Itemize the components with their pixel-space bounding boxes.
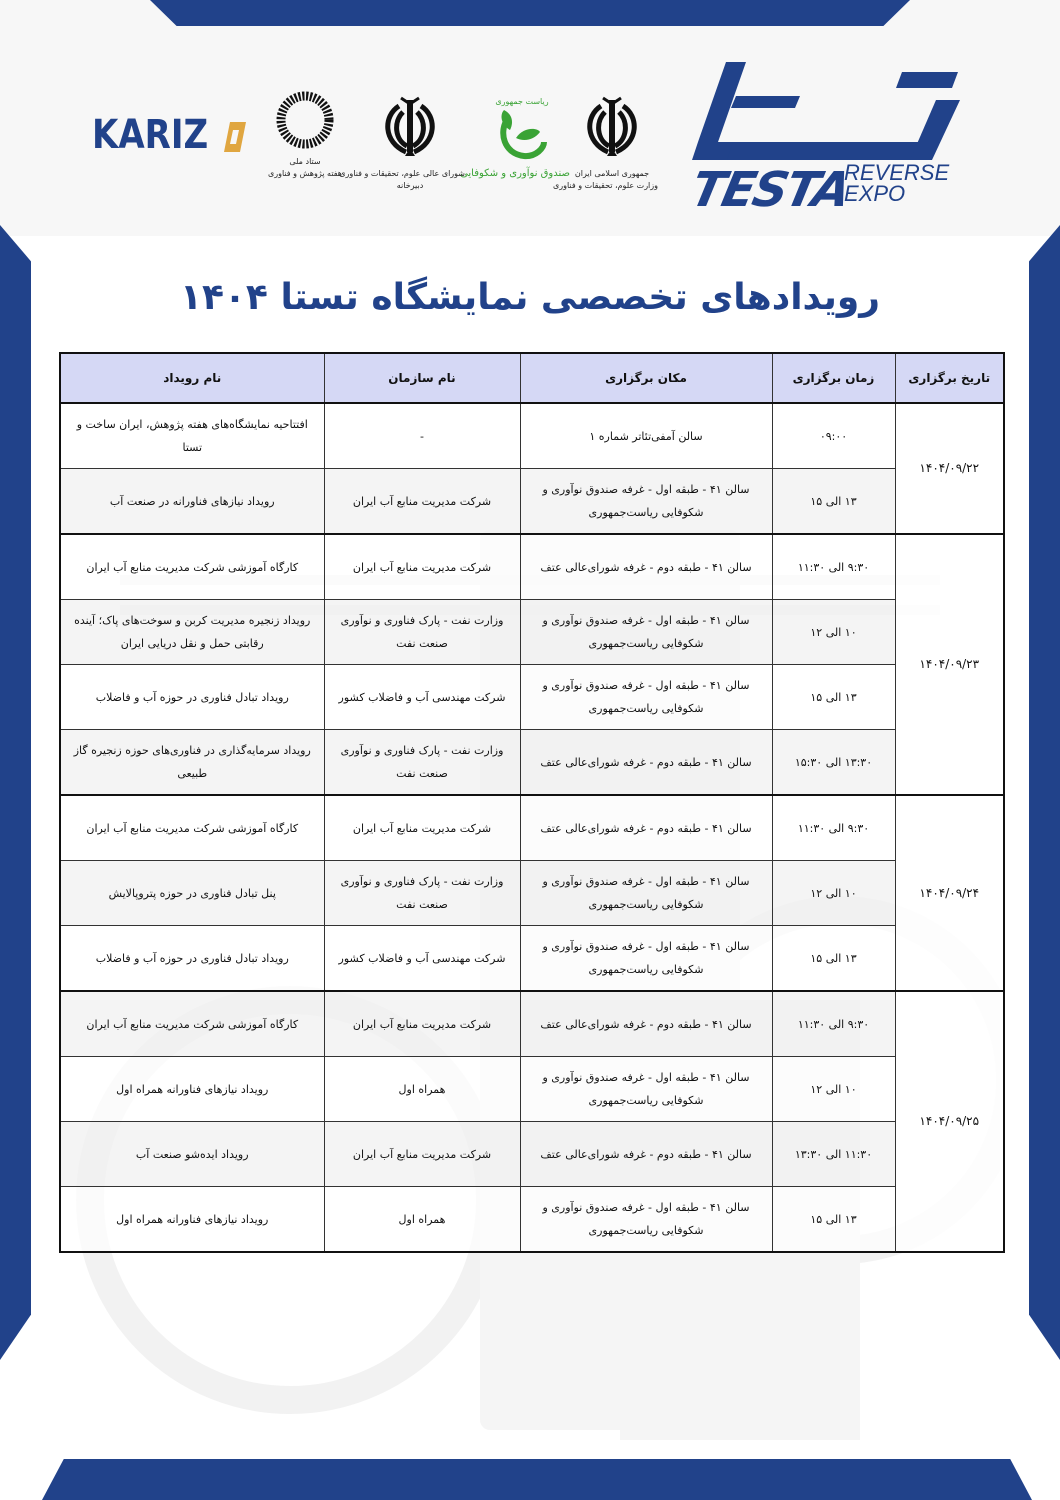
leaf-icon bbox=[494, 108, 550, 164]
org-cell: شرکت مدیریت منابع آب ایران bbox=[324, 795, 520, 861]
research-week-logo bbox=[262, 88, 348, 180]
event-cell: افتتاحیه نمایشگاه‌های هفته پژوهش، ایران ساخت و تستا bbox=[60, 403, 324, 469]
testa-subtitle bbox=[844, 162, 949, 204]
table-row bbox=[60, 665, 1004, 730]
org-cell: شرکت مدیریت منابع آب ایران bbox=[324, 991, 520, 1057]
table-row bbox=[60, 795, 1004, 861]
event-cell: کارگاه آموزشی شرکت مدیریت منابع آب ایران bbox=[60, 991, 324, 1057]
right-decor-bar bbox=[1029, 225, 1060, 1360]
place-cell: سالن ۴۱ - طبقه اول - غرفه صندوق نوآوری و شکوفایی ریاست‌جمهوری bbox=[520, 665, 772, 730]
table-row bbox=[60, 403, 1004, 469]
event-cell: رویداد نیازهای فناورانه همراه اول bbox=[60, 1057, 324, 1122]
iran-emblem-icon bbox=[581, 92, 643, 164]
event-cell: رویداد ایده‌شو صنعت آب bbox=[60, 1122, 324, 1187]
testa-mark-icon bbox=[688, 62, 963, 162]
table-row bbox=[60, 991, 1004, 1057]
table-row bbox=[60, 534, 1004, 600]
time-cell: ۱۳:۳۰ الی ۱۵:۳۰ bbox=[772, 730, 895, 796]
time-cell: ۱۳ الی ۱۵ bbox=[772, 926, 895, 992]
org-cell: شرکت مهندسی آب و فاضلاب کشور bbox=[324, 665, 520, 730]
column-header-time: زمان برگزاری bbox=[772, 353, 895, 403]
place-cell: سالن ۴۱ - طبقه دوم - غرفه شورای‌عالی عتف bbox=[520, 991, 772, 1057]
time-cell: ۱۰ الی ۱۲ bbox=[772, 861, 895, 926]
time-cell: ۱۳ الی ۱۵ bbox=[772, 665, 895, 730]
place-cell: سالن ۴۱ - طبقه دوم - غرفه شورای‌عالی عتف bbox=[520, 795, 772, 861]
place-cell: سالن آمفی‌تئاتر شماره ۱ bbox=[520, 403, 772, 469]
event-cell: کارگاه آموزشی شرکت مدیریت منابع آب ایران bbox=[60, 795, 324, 861]
date-cell: ۱۴۰۴/۰۹/۲۴ bbox=[895, 795, 1004, 991]
place-cell: سالن ۴۱ - طبقه دوم - غرفه شورای‌عالی عتف bbox=[520, 1122, 772, 1187]
time-cell: ۱۳ الی ۱۵ bbox=[772, 469, 895, 535]
time-cell: ۱۳ الی ۱۵ bbox=[772, 1187, 895, 1253]
column-header-org: نام سازمان bbox=[324, 353, 520, 403]
date-cell: ۱۴۰۴/۰۹/۲۲ bbox=[895, 403, 1004, 534]
place-cell: سالن ۴۱ - طبقه اول - غرفه صندوق نوآوری و شکوفایی ریاست‌جمهوری bbox=[520, 469, 772, 535]
time-cell: ۱۱:۳۰ الی ۱۳:۳۰ bbox=[772, 1122, 895, 1187]
table-row bbox=[60, 1122, 1004, 1187]
org-cell: - bbox=[324, 403, 520, 469]
table-row bbox=[60, 730, 1004, 796]
karizo-wordmark: KARIZ bbox=[92, 112, 209, 158]
column-header-event: نام رویداد bbox=[60, 353, 324, 403]
table-row bbox=[60, 1057, 1004, 1122]
research-week-caption-1: ستاد ملی bbox=[289, 157, 321, 166]
top-decor-bar bbox=[150, 0, 910, 26]
org-cell: همراه اول bbox=[324, 1187, 520, 1253]
testa-subtitle-line1: REVERSE bbox=[844, 160, 950, 185]
table-row bbox=[60, 469, 1004, 535]
event-cell: رویداد زنجیره مدیریت کربن و سوخت‌های پاک؛ آینده رقابتی حمل و نقل دریایی ایران bbox=[60, 600, 324, 665]
table-row bbox=[60, 1187, 1004, 1253]
table-row bbox=[60, 861, 1004, 926]
place-cell: سالن ۴۱ - طبقه اول - غرفه صندوق نوآوری و شکوفایی ریاست‌جمهوری bbox=[520, 600, 772, 665]
swirl-ring-icon bbox=[273, 88, 337, 152]
testa-subtitle-line2: EXPO bbox=[844, 181, 906, 206]
time-cell: ۹:۳۰ الی ۱۱:۳۰ bbox=[772, 534, 895, 600]
karizo-accent-icon bbox=[222, 120, 248, 154]
event-cell: رویداد تبادل فناوری در حوزه آب و فاضلاب bbox=[60, 926, 324, 992]
events-table bbox=[59, 352, 1005, 1253]
research-week-caption-2: هفته پژوهش و فناوری bbox=[267, 169, 343, 178]
table-row bbox=[60, 926, 1004, 992]
ministry-caption-1: جمهوری اسلامی ایران bbox=[574, 169, 650, 178]
innovation-fund-caption-top: ریاست جمهوری bbox=[495, 97, 549, 106]
time-cell: ۰۹:۰۰ bbox=[772, 403, 895, 469]
testa-wordmark: TESTA bbox=[686, 162, 855, 218]
table-header-row bbox=[60, 353, 1004, 403]
org-cell: شرکت مدیریت منابع آب ایران bbox=[324, 534, 520, 600]
org-cell: وزارت نفت - پارک فناوری و نوآوری صنعت نفت bbox=[324, 600, 520, 665]
org-cell: همراه اول bbox=[324, 1057, 520, 1122]
time-cell: ۹:۳۰ الی ۱۱:۳۰ bbox=[772, 795, 895, 861]
org-cell: شرکت مهندسی آب و فاضلاب کشور bbox=[324, 926, 520, 992]
event-cell: کارگاه آموزشی شرکت مدیریت منابع آب ایران bbox=[60, 534, 324, 600]
place-cell: سالن ۴۱ - طبقه اول - غرفه صندوق نوآوری و شکوفایی ریاست‌جمهوری bbox=[520, 926, 772, 992]
bottom-decor-bar bbox=[42, 1459, 1032, 1500]
page-title: رویدادهای تخصصی نمایشگاه تستا ۱۴۰۴ bbox=[180, 277, 880, 318]
event-cell: رویداد نیازهای فناورانه در صنعت آب bbox=[60, 469, 324, 535]
left-decor-bar bbox=[0, 225, 31, 1360]
event-cell: پنل تبادل فناوری در حوزه پتروپالایش bbox=[60, 861, 324, 926]
event-cell: رویداد نیازهای فناورانه همراه اول bbox=[60, 1187, 324, 1253]
supreme-council-caption-2: دبیرخانه bbox=[396, 181, 424, 190]
place-cell: سالن ۴۱ - طبقه اول - غرفه صندوق نوآوری و شکوفایی ریاست‌جمهوری bbox=[520, 1187, 772, 1253]
time-cell: ۱۰ الی ۱۲ bbox=[772, 600, 895, 665]
time-cell: ۱۰ الی ۱۲ bbox=[772, 1057, 895, 1122]
place-cell: سالن ۴۱ - طبقه دوم - غرفه شورای‌عالی عتف bbox=[520, 534, 772, 600]
testa-logo bbox=[686, 62, 963, 218]
time-cell: ۹:۳۰ الی ۱۱:۳۰ bbox=[772, 991, 895, 1057]
org-cell: شرکت مدیریت منابع آب ایران bbox=[324, 469, 520, 535]
event-cell: رویداد سرمایه‌گذاری در فناوری‌های حوزه زنجیره گاز طبیعی bbox=[60, 730, 324, 796]
innovation-fund-caption: صندوق نوآوری و شکوفایی bbox=[460, 168, 570, 179]
innovation-fund-logo bbox=[460, 96, 570, 180]
ministry-logo bbox=[553, 92, 658, 192]
place-cell: سالن ۴۱ - طبقه اول - غرفه صندوق نوآوری و شکوفایی ریاست‌جمهوری bbox=[520, 861, 772, 926]
place-cell: سالن ۴۱ - طبقه اول - غرفه صندوق نوآوری و شکوفایی ریاست‌جمهوری bbox=[520, 1057, 772, 1122]
table-row bbox=[60, 600, 1004, 665]
org-cell: شرکت مدیریت منابع آب ایران bbox=[324, 1122, 520, 1187]
supreme-council-logo bbox=[339, 92, 465, 192]
column-header-date: تاریخ برگزاری bbox=[895, 353, 1004, 403]
date-cell: ۱۴۰۴/۰۹/۲۵ bbox=[895, 991, 1004, 1252]
date-cell: ۱۴۰۴/۰۹/۲۳ bbox=[895, 534, 1004, 795]
org-cell: وزارت نفت - پارک فناوری و نوآوری صنعت نفت bbox=[324, 861, 520, 926]
supreme-council-caption-1: شورای عالی علوم، تحقیقات و فناوری bbox=[339, 169, 465, 178]
ministry-caption-2: وزارت علوم، تحقیقات و فناوری bbox=[553, 181, 658, 190]
place-cell: سالن ۴۱ - طبقه دوم - غرفه شورای‌عالی عتف bbox=[520, 730, 772, 796]
org-cell: وزارت نفت - پارک فناوری و نوآوری صنعت نفت bbox=[324, 730, 520, 796]
event-cell: رویداد تبادل فناوری در حوزه آب و فاضلاب bbox=[60, 665, 324, 730]
column-header-place: مکان برگزاری bbox=[520, 353, 772, 403]
iran-emblem-icon bbox=[379, 92, 441, 164]
